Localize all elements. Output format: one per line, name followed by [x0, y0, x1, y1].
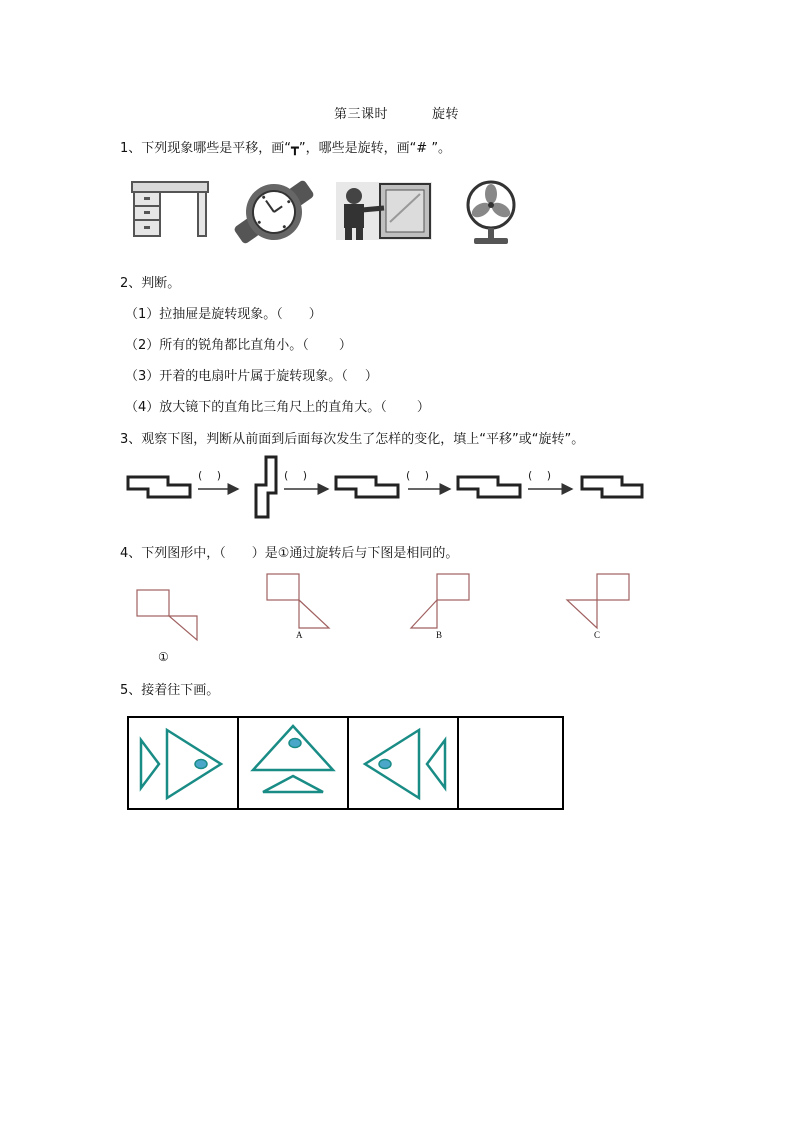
page-title — [0, 103, 793, 122]
desk-icon — [130, 180, 210, 238]
title-topic: 旋转 — [432, 107, 460, 122]
pattern-cell-3 — [349, 718, 459, 808]
q3-blank-4[interactable]: ( ) — [528, 469, 552, 482]
q3-blank-1[interactable]: ( ) — [198, 469, 222, 482]
pattern-cell-1 — [129, 718, 239, 808]
q1-text: 1、下列现象哪些是平移，画“┳”，哪些是旋转，画“# ”。 — [120, 141, 452, 156]
fish-left-icon — [349, 718, 457, 808]
q4-label-1: ① — [158, 650, 169, 664]
person-pushing-window-icon — [336, 182, 432, 240]
q3-blank-2[interactable]: ( ) — [284, 469, 308, 482]
q2-text: 2、判断。 — [120, 276, 181, 291]
q5-text: 5、接着往下画。 — [120, 683, 220, 698]
q4-text: 4、下列图形中，（ ）是①通过旋转后与下图是相同的。 — [120, 546, 459, 561]
fish-right-icon — [129, 718, 237, 808]
pattern-cell-2 — [239, 718, 349, 808]
q4-label-c: C — [594, 630, 601, 640]
q2-item-3: （3）开着的电扇叶片属于旋转现象。（ ） — [125, 369, 378, 384]
q3-sequence-diagram — [126, 455, 646, 525]
electric-fan-icon — [464, 180, 518, 246]
title-lesson: 第三课时 — [333, 107, 388, 122]
q2-item-4: （4）放大镜下的直角比三角尺上的直角大。（ ） — [125, 400, 430, 415]
watch-icon — [233, 176, 315, 248]
q2-item-2: （2）所有的锐角都比直角小。（ ） — [125, 338, 352, 353]
q4-label-a: A — [296, 630, 303, 640]
q4-figures — [125, 570, 645, 670]
pattern-cell-answer[interactable] — [459, 718, 562, 808]
q2-item-1: （1）拉抽屉是旋转现象。（ ） — [125, 307, 322, 322]
q4-label-b: B — [436, 630, 443, 640]
q5-pattern-table — [127, 716, 564, 810]
fish-up-icon — [239, 718, 347, 808]
q3-blank-3[interactable]: ( ) — [406, 469, 430, 482]
q3-text: 3、观察下图，判断从前面到后面每次发生了怎样的变化，填上“平移”或“旋转”。 — [120, 432, 585, 447]
